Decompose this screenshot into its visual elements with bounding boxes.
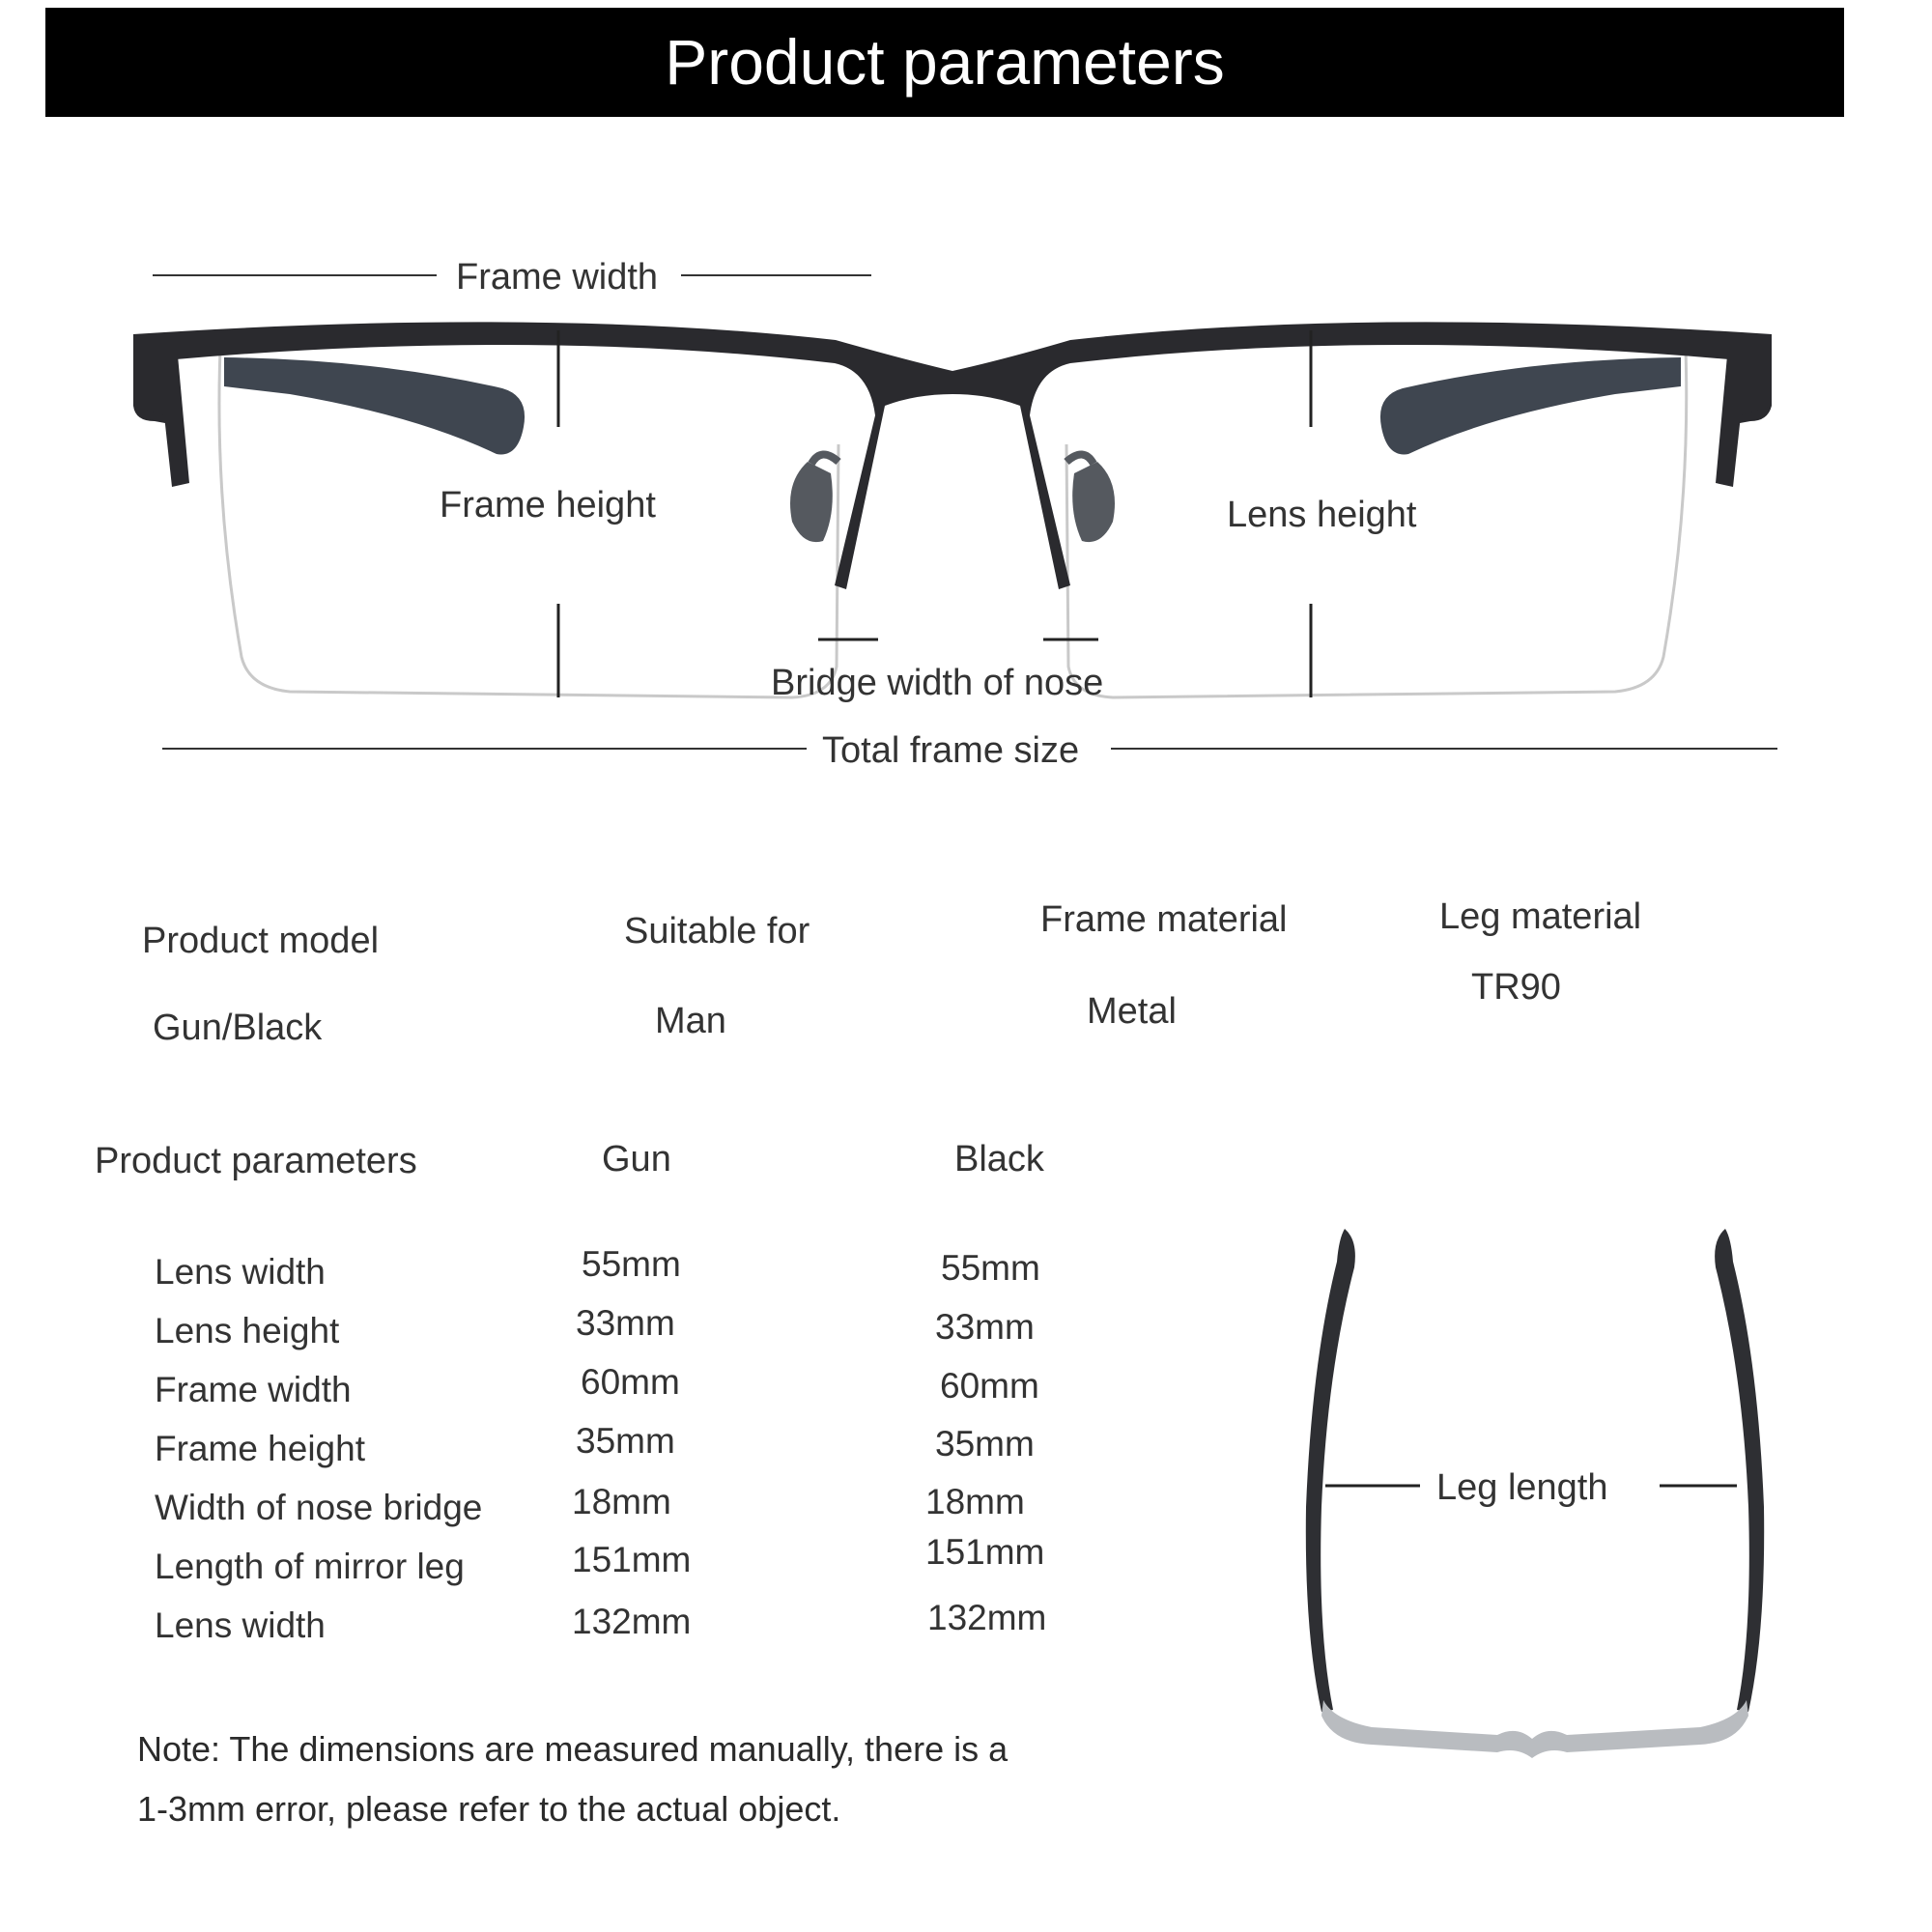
info-value-model: Gun/Black <box>153 1008 323 1048</box>
left-temple-arm <box>224 357 525 454</box>
param-label-lens-width: Lens width <box>155 1252 326 1292</box>
right-nose-pad <box>1072 462 1115 542</box>
info-header-frame-material: Frame material <box>1040 899 1288 940</box>
frame-width-label: Frame width <box>456 257 659 298</box>
upper-frame <box>133 322 1772 589</box>
leg-length-label: Leg length <box>1436 1467 1608 1508</box>
param-gun-frame-height: 35mm <box>576 1421 675 1461</box>
param-label-nose-bridge: Width of nose bridge <box>155 1488 483 1527</box>
params-col-black: Black <box>954 1139 1044 1179</box>
page-title: Product parameters <box>665 26 1225 98</box>
front-frame-top <box>1321 1700 1748 1758</box>
param-black-frame-width: 60mm <box>940 1366 1039 1406</box>
note-text <box>137 1719 1008 1839</box>
param-gun-lens-width: 55mm <box>582 1244 681 1284</box>
glasses-front-illustration <box>0 0 1932 773</box>
bridge-width-label: Bridge width of nose <box>771 663 1104 703</box>
note-line-1: Note: The dimensions are measured manually, there is a <box>137 1729 1009 1769</box>
param-gun-lens-height: 33mm <box>576 1303 675 1343</box>
params-header: Product parameters <box>95 1141 417 1181</box>
note-line-2: 1-3mm error, please refer to the actual object. <box>137 1789 841 1829</box>
param-black-total-width: 132mm <box>927 1598 1047 1637</box>
info-header-model: Product model <box>142 921 380 961</box>
left-leg <box>1306 1229 1355 1712</box>
total-frame-size-label: Total frame size <box>822 730 1080 771</box>
param-gun-frame-width: 60mm <box>581 1362 680 1402</box>
param-gun-total-width: 132mm <box>572 1602 692 1641</box>
params-col-gun: Gun <box>602 1139 671 1179</box>
info-header-leg-material: Leg material <box>1439 896 1642 937</box>
left-nose-pad <box>790 462 833 542</box>
param-gun-mirror-leg: 151mm <box>572 1540 692 1579</box>
info-value-frame-material: Metal <box>1087 991 1177 1032</box>
param-label-mirror-leg: Length of mirror leg <box>155 1547 465 1586</box>
param-black-lens-height: 33mm <box>935 1307 1035 1347</box>
frame-height-label: Frame height <box>440 485 656 526</box>
right-pad-arm <box>1066 454 1094 464</box>
param-label-frame-width: Frame width <box>155 1370 352 1409</box>
param-label-total-width: Lens width <box>155 1605 326 1645</box>
param-gun-nose-bridge: 18mm <box>572 1482 671 1521</box>
lens-height-label: Lens height <box>1227 495 1417 535</box>
right-temple-arm <box>1380 357 1681 454</box>
param-black-lens-width: 55mm <box>941 1248 1040 1288</box>
left-pad-arm <box>811 454 838 464</box>
param-black-frame-height: 35mm <box>935 1424 1035 1463</box>
right-leg <box>1715 1229 1764 1712</box>
info-value-leg-material: TR90 <box>1471 967 1561 1008</box>
info-header-suitable: Suitable for <box>624 911 810 952</box>
param-black-nose-bridge: 18mm <box>925 1482 1025 1521</box>
param-label-frame-height: Frame height <box>155 1429 365 1468</box>
param-label-lens-height: Lens height <box>155 1311 340 1350</box>
info-value-suitable: Man <box>655 1001 726 1041</box>
param-black-mirror-leg: 151mm <box>925 1532 1045 1572</box>
